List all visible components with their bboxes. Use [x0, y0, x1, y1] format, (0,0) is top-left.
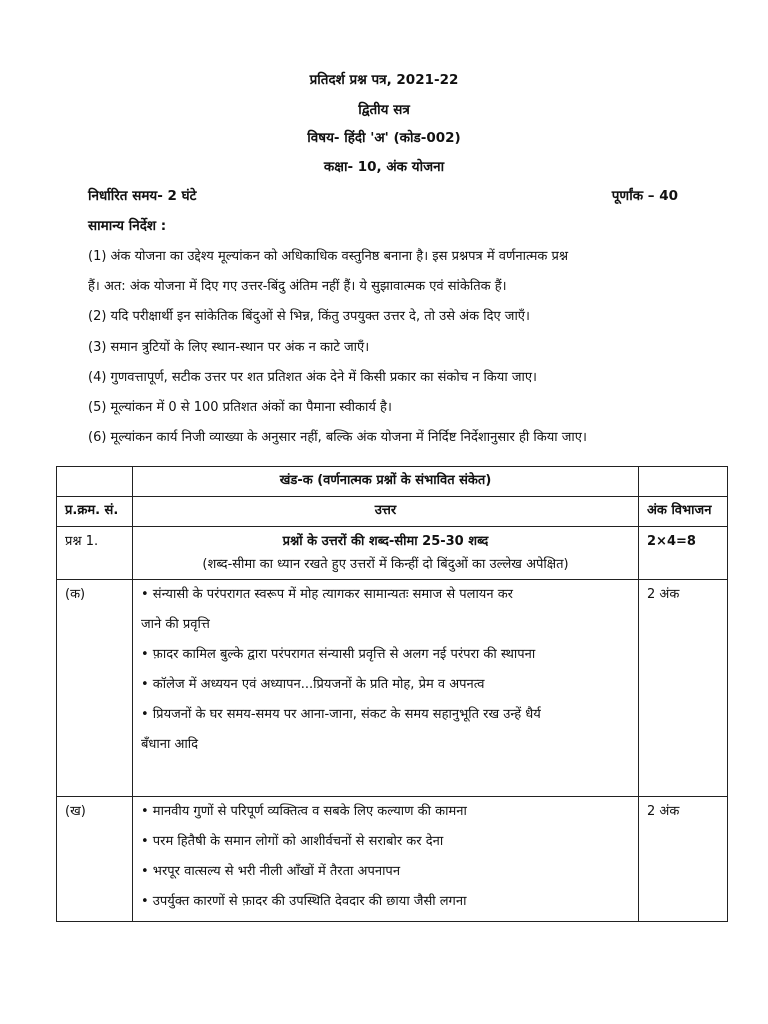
instruction-line: (3) समान त्रुटियों के लिए स्थान-स्थान पर अंक न काटे जाएँ। [88, 340, 370, 355]
marks-cell: 2 अंक [639, 580, 728, 797]
general-instructions-heading: सामान्य निर्देश : [88, 218, 167, 234]
instruction-line: (2) यदि परीक्षार्थी इन सांकेतिक बिंदुओं से भिन्न, किंतु उपयुक्त उत्तर दे, तो उसे अंक दिए जाएँ। [88, 309, 530, 324]
time-allowed: निर्धारित समय- 2 घंटे [88, 188, 197, 204]
empty-cell [639, 467, 728, 497]
col-header-qno: प्र.क्रम. सं. [57, 497, 133, 527]
instruction-line: हैं। अत: अंक योजना में दिए गए उत्तर-बिंदु अंतिम नहीं हैं। ये सुझावात्मक एवं सांकेतिक हैं। [88, 279, 507, 294]
instruction-line: (5) मूल्यांकन में 0 से 100 प्रतिशत अंकों का पैमाना स्वीकार्य है। [88, 400, 392, 415]
instruction-line: (4) गुणवत्तापूर्ण, सटीक उत्तर पर शत प्रतिशत अंक देने में किसी प्रकार का संकोच न किया जाए। [88, 370, 537, 385]
answer-cell [133, 580, 639, 797]
subject-title: विषय- हिंदी 'अ' (कोड-002) [307, 130, 461, 146]
answer-point: • भरपूर वात्सल्य से भरी नीली आँखों में तैरता अपनापन [141, 864, 401, 879]
section-title: खंड-क (वर्णनात्मक प्रश्नों के संभावित संकेत) [133, 467, 639, 497]
col-header-answer: उत्तर [133, 497, 639, 527]
answer-point: जाने की प्रवृत्ति [141, 617, 210, 632]
answer-cell [133, 797, 639, 922]
answer-point: • उपर्युक्त कारणों से फ़ादर की उपस्थिति देवदार की छाया जैसी लगना [141, 894, 467, 909]
empty-cell [57, 467, 133, 497]
header-row [57, 497, 728, 527]
marks-cell: 2×4=8 [639, 527, 728, 580]
answer-point: • प्रियजनों के घर समय-समय पर आना-जाना, संकट के समय सहानुभूति रख उन्हें धैर्य [141, 707, 541, 722]
sub-question-label: (क) [57, 580, 133, 797]
table-row [57, 527, 728, 580]
answer-point: • संन्यासी के परंपरागत स्वरूप में मोह त्यागकर सामान्यतः समाज से पलायन कर [141, 587, 513, 602]
table-row [57, 580, 728, 797]
class-title: कक्षा- 10, अंक योजना [323, 159, 445, 175]
sub-question-label: (ख) [57, 797, 133, 922]
marking-scheme-table [56, 466, 728, 922]
table-row [57, 797, 728, 922]
max-marks: पूर्णांक – 40 [611, 188, 678, 204]
answer-point: बँधाना आदि [141, 737, 199, 752]
section-row [57, 467, 728, 497]
answer-point: • परम हितैषी के समान लोगों को आशीर्वचनों से सराबोर कर देना [141, 834, 444, 849]
instruction-line: (1) अंक योजना का उद्देश्य मूल्यांकन को अधिकाधिक वस्तुनिष्ठ बनाना है। इस प्रश्नपत्र में वर्णनात्मक प्रश्न [88, 249, 569, 264]
marks-cell: 2 अंक [639, 797, 728, 922]
col-header-marks: अंक विभाजन [639, 497, 728, 527]
question-cell [133, 527, 639, 580]
answer-point: • फ़ादर कामिल बुल्के द्वारा परंपरागत संन्यासी प्रवृत्ति से अलग नई परंपरा की स्थापना [141, 647, 536, 662]
paper-title: प्रतिदर्श प्रश्न पत्र, 2021-22 [309, 72, 459, 88]
term-title: द्वितीय सत्र [358, 102, 410, 118]
word-limit-title: प्रश्नों के उत्तरों की शब्द-सीमा 25-30 शब्द [282, 534, 489, 549]
word-limit-note: (शब्द-सीमा का ध्यान रखते हुए उत्तरों में किन्हीं दो बिंदुओं का उल्लेख अपेक्षित) [202, 557, 569, 572]
instruction-line: (6) मूल्यांकन कार्य निजी व्याख्या के अनुसार नहीं, बल्कि अंक योजना में निर्दिष्ट निर्देशानुसार ही किया जाए। [88, 430, 587, 445]
answer-point: • कॉलेज में अध्ययन एवं अध्यापन...प्रियजनों के प्रति मोह, प्रेम व अपनत्व [141, 677, 485, 692]
answer-point: • मानवीय गुणों से परिपूर्ण व्यक्तित्व व सबके लिए कल्याण की कामना [141, 804, 467, 819]
question-number: प्रश्न 1. [57, 527, 133, 580]
